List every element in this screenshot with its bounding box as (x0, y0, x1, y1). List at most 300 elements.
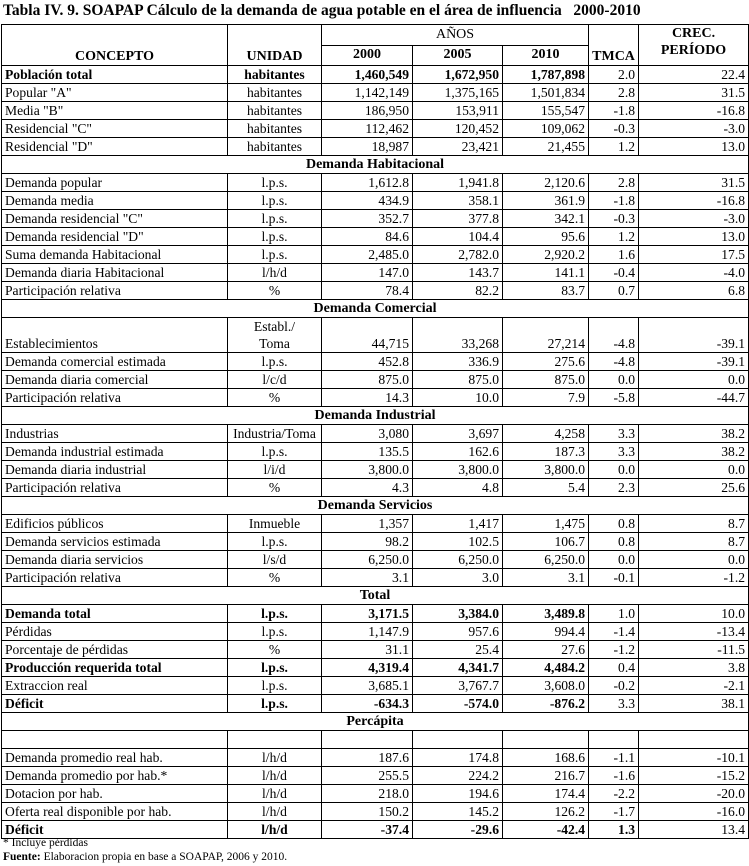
cell-2010: -42.4 (503, 821, 589, 839)
cell-2005: 82.2 (413, 282, 503, 300)
cell-concepto: Demanda servicios estimada (2, 533, 228, 551)
cell-concepto: Residencial "D" (2, 138, 228, 156)
blank-cell (322, 731, 413, 749)
cell-tmca: -4.8 (589, 353, 639, 371)
cell-2000: 78.4 (322, 282, 413, 300)
cell-crec: -20.0 (639, 785, 749, 803)
header-unidad: UNIDAD (228, 25, 322, 66)
cell-2010: 126.2 (503, 803, 589, 821)
table-row (2, 785, 749, 803)
cell-unidad (228, 318, 322, 353)
table-row (2, 767, 749, 785)
blank-cell (2, 731, 228, 749)
cell-crec: -1.2 (639, 569, 749, 587)
cell-crec: 6.8 (639, 282, 749, 300)
cell-concepto: Producción requerida total (2, 659, 228, 677)
cell-concepto: Industrias (2, 425, 228, 443)
cell-crec: -13.4 (639, 623, 749, 641)
cell-2000: 434.9 (322, 192, 413, 210)
cell-concepto: Participación relativa (2, 479, 228, 497)
table-row (2, 192, 749, 210)
unidad-line1: Establ./ (253, 319, 296, 334)
cell-tmca: 2.3 (589, 479, 639, 497)
cell-unidad: % (228, 641, 322, 659)
cell-2005: 336.9 (413, 353, 503, 371)
cell-concepto: Demanda promedio real hab. (2, 749, 228, 767)
header-concepto: CONCEPTO (2, 25, 228, 66)
cell-2000: 1,147.9 (322, 623, 413, 641)
source-label: Fuente: (3, 851, 41, 863)
cell-crec: 13.0 (639, 138, 749, 156)
cell-crec: -39.1 (639, 353, 749, 371)
footnote: * Incluye pérdidas (3, 837, 88, 849)
cell-2000: 1,612.8 (322, 174, 413, 192)
cell-2010: 342.1 (503, 210, 589, 228)
table-row (2, 749, 749, 767)
cell-2000: 352.7 (322, 210, 413, 228)
table-row (2, 389, 749, 407)
cell-tmca: 1.2 (589, 138, 639, 156)
blank-cell (228, 731, 322, 749)
cell-concepto: Porcentaje de pérdidas (2, 641, 228, 659)
cell-2010: 361.9 (503, 192, 589, 210)
cell-crec: -4.0 (639, 264, 749, 282)
section-row (2, 156, 749, 174)
cell-tmca: -4.8 (589, 318, 639, 353)
cell-unidad: % (228, 569, 322, 587)
cell-2000: 3,685.1 (322, 677, 413, 695)
table-row (2, 659, 749, 677)
cell-2005: 6,250.0 (413, 551, 503, 569)
cell-2010: 187.3 (503, 443, 589, 461)
cell-tmca: 3.3 (589, 443, 639, 461)
source-text: Elaboracion propia en base a SOAPAP, 2006 y 2010. (40, 851, 288, 863)
cell-unidad: % (228, 282, 322, 300)
cell-concepto: Dotacion por hab. (2, 785, 228, 803)
table-row (2, 174, 749, 192)
cell-2000: 2,485.0 (322, 246, 413, 264)
cell-tmca: 1.2 (589, 228, 639, 246)
cell-2005: 358.1 (413, 192, 503, 210)
cell-tmca: 2.8 (589, 174, 639, 192)
cell-2010: 174.4 (503, 785, 589, 803)
cell-concepto: Popular "A" (2, 84, 228, 102)
cell-2005: 162.6 (413, 443, 503, 461)
cell-crec: 17.5 (639, 246, 749, 264)
header-crec (639, 25, 749, 66)
cell-2005: 23,421 (413, 138, 503, 156)
cell-crec: -3.0 (639, 210, 749, 228)
cell-tmca: -1.6 (589, 767, 639, 785)
table-row (2, 138, 749, 156)
cell-2005: 224.2 (413, 767, 503, 785)
section-title: Percápita (2, 713, 749, 731)
cell-crec: 38.1 (639, 695, 749, 713)
cell-2010: 3,489.8 (503, 605, 589, 623)
section-title: Demanda Comercial (2, 300, 749, 318)
cell-crec: -10.1 (639, 749, 749, 767)
cell-unidad: l.p.s. (228, 443, 322, 461)
section-row (2, 407, 749, 425)
cell-tmca: -0.2 (589, 677, 639, 695)
cell-tmca: -1.4 (589, 623, 639, 641)
cell-2010: 1,787,898 (503, 66, 589, 84)
cell-tmca: 0.0 (589, 551, 639, 569)
cell-crec: 0.0 (639, 551, 749, 569)
header-anos: AÑOS (322, 25, 589, 46)
cell-unidad: l/h/d (228, 749, 322, 767)
cell-crec: 22.4 (639, 66, 749, 84)
cell-2000: 14.3 (322, 389, 413, 407)
cell-crec: 8.7 (639, 533, 749, 551)
cell-concepto: Participación relativa (2, 282, 228, 300)
cell-concepto: Demanda residencial "C" (2, 210, 228, 228)
cell-concepto: Demanda total (2, 605, 228, 623)
cell-2000: 31.1 (322, 641, 413, 659)
cell-unidad: l.p.s. (228, 174, 322, 192)
cell-concepto: Edificios públicos (2, 515, 228, 533)
header-crec-line1: CREC. (671, 26, 716, 41)
cell-2005: 957.6 (413, 623, 503, 641)
cell-2005: 1,941.8 (413, 174, 503, 192)
table-row (2, 461, 749, 479)
cell-unidad: l/h/d (228, 803, 322, 821)
cell-unidad: l.p.s. (228, 623, 322, 641)
cell-2010: 95.6 (503, 228, 589, 246)
cell-2005: -29.6 (413, 821, 503, 839)
blank-cell (503, 731, 589, 749)
cell-unidad: habitantes (228, 84, 322, 102)
section-row (2, 713, 749, 731)
header-year-2010: 2010 (503, 45, 589, 66)
cell-unidad: l.p.s. (228, 659, 322, 677)
cell-2005: 145.2 (413, 803, 503, 821)
section-row (2, 300, 749, 318)
table-row (2, 264, 749, 282)
table-row (2, 569, 749, 587)
cell-unidad: % (228, 479, 322, 497)
table-row (2, 551, 749, 569)
cell-tmca: -0.1 (589, 569, 639, 587)
table-body (2, 66, 749, 839)
cell-2000: 147.0 (322, 264, 413, 282)
cell-2010: 21,455 (503, 138, 589, 156)
cell-tmca: 0.4 (589, 659, 639, 677)
cell-concepto: Demanda media (2, 192, 228, 210)
cell-concepto: Pérdidas (2, 623, 228, 641)
cell-2000: 135.5 (322, 443, 413, 461)
table-row (2, 443, 749, 461)
cell-2005: 153,911 (413, 102, 503, 120)
table-row (2, 102, 749, 120)
cell-2000: 84.6 (322, 228, 413, 246)
table-row (2, 533, 749, 551)
cell-2005: 3,800.0 (413, 461, 503, 479)
cell-2000: 875.0 (322, 371, 413, 389)
cell-tmca: -0.3 (589, 120, 639, 138)
cell-tmca: 3.3 (589, 695, 639, 713)
cell-crec: -16.8 (639, 102, 749, 120)
cell-2000: 3,800.0 (322, 461, 413, 479)
table-row (2, 371, 749, 389)
cell-2010: 155,547 (503, 102, 589, 120)
cell-crec: 31.5 (639, 174, 749, 192)
cell-unidad: habitantes (228, 66, 322, 84)
cell-concepto: Participación relativa (2, 389, 228, 407)
cell-crec: -39.1 (639, 318, 749, 353)
table-row (2, 246, 749, 264)
cell-crec: 0.0 (639, 371, 749, 389)
table-row (2, 515, 749, 533)
table-row (2, 641, 749, 659)
table-row (2, 84, 749, 102)
cell-concepto: Suma demanda Habitacional (2, 246, 228, 264)
table-row (2, 623, 749, 641)
cell-concepto: Demanda industrial estimada (2, 443, 228, 461)
cell-concepto: Demanda diaria comercial (2, 371, 228, 389)
cell-unidad: l.p.s. (228, 228, 322, 246)
cell-tmca: -1.2 (589, 641, 639, 659)
cell-unidad: habitantes (228, 138, 322, 156)
cell-tmca: 1.0 (589, 605, 639, 623)
cell-unidad: l.p.s. (228, 695, 322, 713)
cell-unidad: Inmueble (228, 515, 322, 533)
cell-2010: 27,214 (503, 318, 589, 353)
table-row (2, 677, 749, 695)
cell-concepto: Déficit (2, 695, 228, 713)
cell-crec: 10.0 (639, 605, 749, 623)
cell-2010: 27.6 (503, 641, 589, 659)
cell-2005: 1,672,950 (413, 66, 503, 84)
cell-2000: -37.4 (322, 821, 413, 839)
cell-concepto: Establecimientos (2, 318, 228, 353)
cell-2005: 25.4 (413, 641, 503, 659)
cell-2000: 4.3 (322, 479, 413, 497)
section-title: Demanda Habitacional (2, 156, 749, 174)
cell-2000: 18,987 (322, 138, 413, 156)
cell-crec: -16.8 (639, 192, 749, 210)
cell-unidad: habitantes (228, 102, 322, 120)
cell-unidad: l.p.s. (228, 677, 322, 695)
cell-crec: -11.5 (639, 641, 749, 659)
cell-tmca: 2.8 (589, 84, 639, 102)
cell-unidad: l.p.s. (228, 533, 322, 551)
cell-2010: 875.0 (503, 371, 589, 389)
cell-tmca: 0.0 (589, 371, 639, 389)
cell-crec: 13.0 (639, 228, 749, 246)
blank-cell (413, 731, 503, 749)
cell-2005: 1,417 (413, 515, 503, 533)
section-title: Total (2, 587, 749, 605)
cell-tmca: 0.8 (589, 533, 639, 551)
cell-2010: 3,800.0 (503, 461, 589, 479)
cell-2010: 216.7 (503, 767, 589, 785)
cell-tmca: 0.7 (589, 282, 639, 300)
cell-2000: 255.5 (322, 767, 413, 785)
cell-crec: 3.8 (639, 659, 749, 677)
cell-concepto: Demanda promedio por hab.* (2, 767, 228, 785)
cell-2005: 10.0 (413, 389, 503, 407)
cell-2005: 377.8 (413, 210, 503, 228)
cell-2000: 187.6 (322, 749, 413, 767)
cell-crec: 38.2 (639, 443, 749, 461)
cell-2005: 2,782.0 (413, 246, 503, 264)
cell-concepto: Demanda diaria Habitacional (2, 264, 228, 282)
cell-unidad: l/s/d (228, 551, 322, 569)
cell-2005: 174.8 (413, 749, 503, 767)
cell-2010: 2,120.6 (503, 174, 589, 192)
cell-2000: 112,462 (322, 120, 413, 138)
cell-tmca: -1.1 (589, 749, 639, 767)
table-row (2, 353, 749, 371)
cell-crec: -44.7 (639, 389, 749, 407)
cell-tmca: -0.4 (589, 264, 639, 282)
cell-2000: 44,715 (322, 318, 413, 353)
header-row-1 (2, 25, 749, 46)
cell-2000: 1,142,149 (322, 84, 413, 102)
table-row (2, 210, 749, 228)
cell-2010: 994.4 (503, 623, 589, 641)
cell-unidad: l.p.s. (228, 353, 322, 371)
blank-row (2, 731, 749, 749)
cell-2005: 3,384.0 (413, 605, 503, 623)
cell-crec: 13.4 (639, 821, 749, 839)
cell-unidad: % (228, 389, 322, 407)
cell-unidad: l/h/d (228, 767, 322, 785)
cell-unidad: l/h/d (228, 264, 322, 282)
cell-concepto: Demanda diaria industrial (2, 461, 228, 479)
table-row (2, 695, 749, 713)
cell-2010: 3,608.0 (503, 677, 589, 695)
cell-concepto: Demanda popular (2, 174, 228, 192)
cell-concepto: Residencial "C" (2, 120, 228, 138)
cell-tmca: -0.3 (589, 210, 639, 228)
cell-2005: 3,767.7 (413, 677, 503, 695)
cell-2000: 4,319.4 (322, 659, 413, 677)
blank-cell (589, 731, 639, 749)
cell-tmca: -2.2 (589, 785, 639, 803)
cell-2005: -574.0 (413, 695, 503, 713)
cell-2005: 120,452 (413, 120, 503, 138)
cell-2005: 1,375,165 (413, 84, 503, 102)
blank-cell (639, 731, 749, 749)
table-row (2, 803, 749, 821)
cell-2010: -876.2 (503, 695, 589, 713)
cell-2010: 2,920.2 (503, 246, 589, 264)
cell-unidad: Industria/Toma (228, 425, 322, 443)
cell-unidad: l.p.s. (228, 192, 322, 210)
table-row (2, 605, 749, 623)
cell-2010: 4,484.2 (503, 659, 589, 677)
cell-tmca: -1.8 (589, 192, 639, 210)
cell-tmca: 0.8 (589, 515, 639, 533)
table-row (2, 425, 749, 443)
cell-2000: 98.2 (322, 533, 413, 551)
cell-crec: -3.0 (639, 120, 749, 138)
cell-unidad: l/h/d (228, 821, 322, 839)
cell-concepto: Oferta real disponible por hab. (2, 803, 228, 821)
cell-unidad: l/c/d (228, 371, 322, 389)
cell-tmca: 0.0 (589, 461, 639, 479)
header-year-2000: 2000 (322, 45, 413, 66)
cell-2000: 1,357 (322, 515, 413, 533)
cell-2000: 1,460,549 (322, 66, 413, 84)
cell-unidad: l.p.s. (228, 210, 322, 228)
cell-concepto: Demanda residencial "D" (2, 228, 228, 246)
section-row (2, 497, 749, 515)
cell-2000: 6,250.0 (322, 551, 413, 569)
cell-concepto: Demanda diaria servicios (2, 551, 228, 569)
cell-2005: 4.8 (413, 479, 503, 497)
cell-2005: 104.4 (413, 228, 503, 246)
cell-crec: 0.0 (639, 461, 749, 479)
cell-2010: 5.4 (503, 479, 589, 497)
cell-concepto: Extraccion real (2, 677, 228, 695)
cell-unidad: l/i/d (228, 461, 322, 479)
notes (3, 836, 287, 864)
unidad-line2: Toma (259, 336, 290, 351)
cell-2010: 3.1 (503, 569, 589, 587)
section-row (2, 587, 749, 605)
cell-concepto: Media "B" (2, 102, 228, 120)
cell-2000: 452.8 (322, 353, 413, 371)
cell-2000: 3,171.5 (322, 605, 413, 623)
cell-concepto: Población total (2, 66, 228, 84)
header-tmca: TMCA (589, 25, 639, 66)
cell-tmca: 3.3 (589, 425, 639, 443)
cell-2005: 3.0 (413, 569, 503, 587)
cell-2010: 141.1 (503, 264, 589, 282)
header-year-2005: 2005 (413, 45, 503, 66)
cell-2005: 875.0 (413, 371, 503, 389)
cell-unidad: l.p.s. (228, 246, 322, 264)
cell-unidad: l/h/d (228, 785, 322, 803)
demand-table (1, 24, 749, 839)
cell-2000: 150.2 (322, 803, 413, 821)
cell-2005: 3,697 (413, 425, 503, 443)
cell-unidad: l.p.s. (228, 605, 322, 623)
cell-concepto: Participación relativa (2, 569, 228, 587)
cell-2010: 83.7 (503, 282, 589, 300)
table-row (2, 479, 749, 497)
cell-crec: -16.0 (639, 803, 749, 821)
cell-tmca: 1.3 (589, 821, 639, 839)
table-row (2, 228, 749, 246)
cell-2000: 3,080 (322, 425, 413, 443)
cell-tmca: -1.7 (589, 803, 639, 821)
cell-2010: 1,475 (503, 515, 589, 533)
cell-2010: 109,062 (503, 120, 589, 138)
cell-2010: 4,258 (503, 425, 589, 443)
cell-2010: 168.6 (503, 749, 589, 767)
section-title: Demanda Servicios (2, 497, 749, 515)
cell-crec: 31.5 (639, 84, 749, 102)
cell-2005: 33,268 (413, 318, 503, 353)
cell-tmca: -1.8 (589, 102, 639, 120)
cell-crec: 25.6 (639, 479, 749, 497)
cell-concepto: Déficit (2, 821, 228, 839)
table-title: Tabla IV. 9. SOAPAP Cálculo de la demanda de agua potable en el área de influencia 2000-2010 (3, 2, 641, 19)
cell-concepto: Demanda comercial estimada (2, 353, 228, 371)
section-title: Demanda Industrial (2, 407, 749, 425)
table-row (2, 318, 749, 353)
cell-crec: 38.2 (639, 425, 749, 443)
cell-2000: -634.3 (322, 695, 413, 713)
cell-2010: 275.6 (503, 353, 589, 371)
cell-crec: 8.7 (639, 515, 749, 533)
cell-2000: 3.1 (322, 569, 413, 587)
table-row (2, 282, 749, 300)
